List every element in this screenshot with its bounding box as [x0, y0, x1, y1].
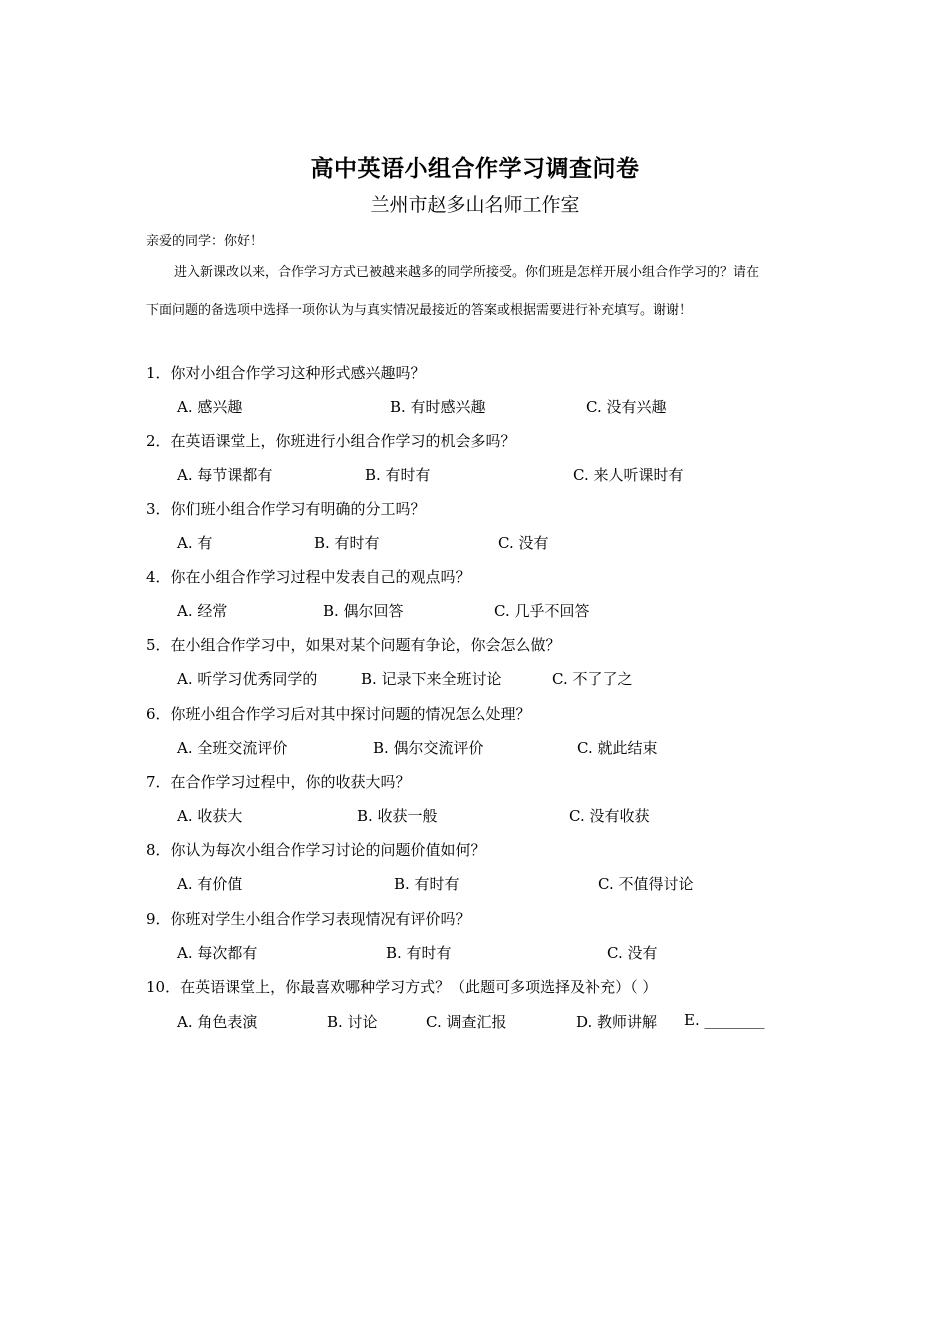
- question-7: 7．在合作学习过程中，你的收获大吗？: [146, 773, 411, 791]
- q10-option-e-fill-in[interactable]: E. ________: [684, 1011, 765, 1029]
- q3-option-b[interactable]: B. 有时有: [314, 534, 380, 552]
- question-9: 9．你班对学生小组合作学习表现情况有评价吗？: [146, 910, 471, 928]
- q1-option-b[interactable]: B. 有时感兴趣: [390, 398, 486, 416]
- question-4: 4．你在小组合作学习过程中发表自己的观点吗？: [146, 568, 471, 586]
- question-1: 1．你对小组合作学习这种形式感兴趣吗？: [146, 364, 426, 382]
- q6-option-a[interactable]: A. 全班交流评价: [177, 739, 288, 757]
- q2-option-b[interactable]: B. 有时有: [365, 466, 431, 484]
- q1-option-a[interactable]: A. 感兴趣: [177, 398, 243, 416]
- intro-line-2: 下面问题的备选项中选择一项你认为与真实情况最接近的答案或根据需要进行补充填写。谢谢！: [146, 303, 693, 318]
- question-8: 8．你认为每次小组合作学习讨论的问题价值如何？: [146, 841, 486, 859]
- q10-option-a[interactable]: A. 角色表演: [177, 1013, 258, 1031]
- q2-option-c[interactable]: C. 来人听课时有: [573, 466, 684, 484]
- q10-option-c[interactable]: C. 调查汇报: [426, 1013, 507, 1031]
- q2-option-a[interactable]: A. 每节课都有: [177, 466, 273, 484]
- question-3: 3．你们班小组合作学习有明确的分工吗？: [146, 500, 426, 518]
- intro-line-1: 进入新课改以来，合作学习方式已被越来越多的同学所接受。你们班是怎样开展小组合作学习的？请在: [174, 265, 760, 280]
- q7-option-a[interactable]: A. 收获大: [177, 807, 243, 825]
- q3-option-a[interactable]: A. 有: [177, 534, 213, 552]
- question-6: 6．你班小组合作学习后对其中探讨问题的情况怎么处理？: [146, 705, 531, 723]
- q8-option-a[interactable]: A. 有价值: [177, 875, 243, 893]
- q10-option-b[interactable]: B. 讨论: [327, 1013, 378, 1031]
- q6-option-c[interactable]: C. 就此结束: [577, 739, 658, 757]
- q6-option-b[interactable]: B. 偶尔交流评价: [373, 739, 484, 757]
- question-2: 2．在英语课堂上，你班进行小组合作学习的机会多吗？: [146, 432, 516, 450]
- page-subtitle: 兰州市赵多山名师工作室: [370, 194, 580, 216]
- question-5: 5．在小组合作学习中，如果对某个问题有争论，你会怎么做？: [146, 636, 561, 654]
- q4-option-a[interactable]: A. 经常: [177, 602, 228, 620]
- q4-option-c[interactable]: C. 几乎不回答: [494, 602, 590, 620]
- q9-option-b[interactable]: B. 有时有: [386, 944, 452, 962]
- q9-option-c[interactable]: C. 没有: [607, 944, 658, 962]
- q5-option-a[interactable]: A. 听学习优秀同学的: [177, 670, 318, 688]
- q5-option-b[interactable]: B. 记录下来全班讨论: [361, 670, 502, 688]
- q1-option-c[interactable]: C. 没有兴趣: [586, 398, 667, 416]
- q5-option-c[interactable]: C. 不了了之: [552, 670, 633, 688]
- q8-option-b[interactable]: B. 有时有: [394, 875, 460, 893]
- q7-option-c[interactable]: C. 没有收获: [569, 807, 650, 825]
- q3-option-c[interactable]: C. 没有: [498, 534, 549, 552]
- q9-option-a[interactable]: A. 每次都有: [177, 944, 258, 962]
- greeting: 亲爱的同学：你好！: [146, 234, 264, 249]
- q10-option-d[interactable]: D. 教师讲解: [576, 1013, 658, 1031]
- q7-option-b[interactable]: B. 收获一般: [357, 807, 438, 825]
- q8-option-c[interactable]: C. 不值得讨论: [598, 875, 694, 893]
- q4-option-b[interactable]: B. 偶尔回答: [323, 602, 404, 620]
- page-title: 高中英语小组合作学习调查问卷: [310, 155, 640, 182]
- question-10: 10．在英语课堂上，你最喜欢哪种学习方式？（此题可多项选择及补充）（ ）: [146, 978, 658, 996]
